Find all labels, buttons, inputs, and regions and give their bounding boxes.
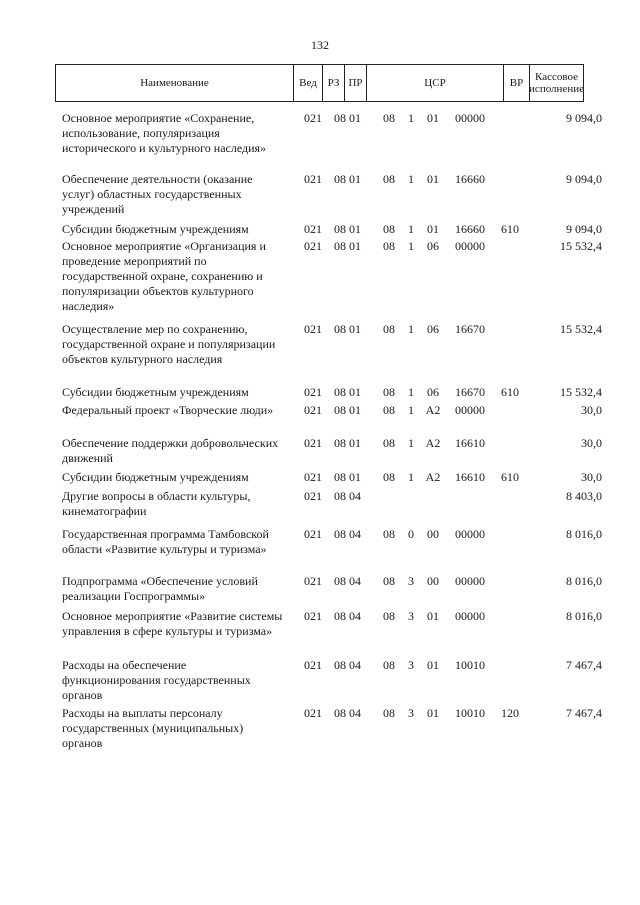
row-pr: 01 (349, 470, 361, 484)
row-pr: 01 (349, 111, 361, 125)
table-row (0, 574, 640, 604)
row-rz: 08 (334, 111, 346, 125)
row-sum: 8 016,0 (566, 609, 602, 623)
row-csr-subprogram: 1 (408, 322, 414, 336)
table-row (0, 470, 640, 485)
row-pr: 01 (349, 403, 361, 417)
row-name: Субсидии бюджетным учреждениям (62, 470, 249, 484)
row-csr-subprogram: 3 (408, 706, 414, 720)
header-rz: РЗ (323, 65, 345, 101)
table-header (55, 64, 584, 102)
row-csr-event: А2 (425, 436, 441, 450)
row-sum: 8 016,0 (566, 527, 602, 541)
row-csr-direction: 00000 (455, 574, 485, 588)
row-ved: 021 (304, 403, 322, 417)
row-csr-direction: 16670 (455, 322, 485, 336)
row-sum: 8 016,0 (566, 574, 602, 588)
row-pr: 04 (349, 574, 361, 588)
row-csr-subprogram: 1 (408, 222, 414, 236)
row-pr: 04 (349, 609, 361, 623)
row-csr-direction: 10010 (455, 706, 485, 720)
row-csr-direction: 00000 (455, 111, 485, 125)
row-rz: 08 (334, 322, 346, 336)
row-csr-event: 01 (427, 222, 439, 236)
row-csr-subprogram: 3 (408, 609, 414, 623)
row-csr-event: 06 (427, 322, 439, 336)
row-pr: 04 (349, 658, 361, 672)
row-vr: 610 (501, 470, 519, 484)
row-name: Обеспечение деятельности (оказание услуг) областных государственных учреждений (62, 172, 253, 216)
row-rz: 08 (334, 489, 346, 503)
row-name: Расходы на обеспечение функционирования государственных органов (62, 658, 251, 702)
row-sum: 15 532,4 (560, 385, 602, 399)
row-ved: 021 (304, 527, 322, 541)
row-csr-event: А2 (425, 403, 441, 417)
row-csr-direction: 00000 (455, 609, 485, 623)
table-row (0, 527, 640, 572)
row-pr: 01 (349, 385, 361, 399)
row-csr-direction: 16610 (455, 436, 485, 450)
row-vr: 120 (501, 706, 519, 720)
row-csr-subprogram: 0 (408, 527, 414, 541)
row-name: Обеспечение поддержки добровольческих движений (62, 436, 279, 465)
row-rz: 08 (334, 222, 346, 236)
row-csr-program: 08 (383, 470, 395, 484)
row-csr-subprogram: 1 (408, 385, 414, 399)
row-csr-subprogram: 1 (408, 172, 414, 186)
table-row (0, 706, 640, 751)
row-csr-program: 08 (383, 609, 395, 623)
table-row (0, 111, 640, 171)
row-sum: 15 532,4 (560, 239, 602, 253)
header-csr: ЦСР (367, 65, 504, 101)
row-csr-program: 08 (383, 111, 395, 125)
row-csr-event: 06 (427, 385, 439, 399)
row-csr-program: 08 (383, 436, 395, 450)
table-row (0, 609, 640, 654)
row-ved: 021 (304, 222, 322, 236)
row-rz: 08 (334, 609, 346, 623)
row-sum: 9 094,0 (566, 222, 602, 236)
row-csr-program: 08 (383, 385, 395, 399)
row-ved: 021 (304, 436, 322, 450)
row-csr-event: 06 (427, 239, 439, 253)
row-csr-subprogram: 1 (408, 470, 414, 484)
row-csr-program: 08 (383, 574, 395, 588)
row-csr-program: 08 (383, 322, 395, 336)
table-row (0, 239, 640, 314)
row-csr-program: 08 (383, 658, 395, 672)
row-sum: 30,0 (581, 436, 602, 450)
row-csr-direction: 00000 (455, 239, 485, 253)
row-name: Субсидии бюджетным учреждениям (62, 385, 249, 399)
row-ved: 021 (304, 706, 322, 720)
row-rz: 08 (334, 706, 346, 720)
header-name: Наименование (56, 65, 294, 101)
row-csr-direction: 16610 (455, 470, 485, 484)
row-csr-event: 00 (427, 574, 439, 588)
table-row (0, 436, 640, 466)
table-row (0, 322, 640, 382)
row-csr-event: 01 (427, 658, 439, 672)
row-csr-program: 08 (383, 222, 395, 236)
row-rz: 08 (334, 527, 346, 541)
row-ved: 021 (304, 658, 322, 672)
row-csr-subprogram: 1 (408, 111, 414, 125)
row-csr-event: 01 (427, 172, 439, 186)
row-csr-program: 08 (383, 239, 395, 253)
page-number: 132 (311, 38, 329, 52)
table-row (0, 222, 640, 237)
row-csr-subprogram: 1 (408, 239, 414, 253)
row-name: Государственная программа Тамбовской области «Развитие культуры и туризма» (62, 527, 269, 556)
row-csr-subprogram: 3 (408, 658, 414, 672)
row-ved: 021 (304, 609, 322, 623)
row-rz: 08 (334, 172, 346, 186)
row-name: Основное мероприятие «Развитие системы управления в сфере культуры и туризма» (62, 609, 283, 638)
row-csr-direction: 00000 (455, 403, 485, 417)
row-csr-event: А2 (425, 470, 441, 484)
row-sum: 7 467,4 (566, 706, 602, 720)
row-vr: 610 (501, 222, 519, 236)
row-csr-direction: 16660 (455, 172, 485, 186)
header-pr: ПР (345, 65, 367, 101)
header-sum: Кассовое исполнение (529, 71, 584, 95)
row-csr-program: 08 (383, 403, 395, 417)
row-pr: 04 (349, 489, 361, 503)
row-sum: 30,0 (581, 470, 602, 484)
row-csr-program: 08 (383, 527, 395, 541)
row-ved: 021 (304, 385, 322, 399)
row-ved: 021 (304, 322, 322, 336)
row-sum: 9 094,0 (566, 111, 602, 125)
row-sum: 30,0 (581, 403, 602, 417)
row-csr-subprogram: 1 (408, 403, 414, 417)
row-sum: 15 532,4 (560, 322, 602, 336)
header-ved: Вед (294, 65, 323, 101)
row-pr: 01 (349, 322, 361, 336)
table-row (0, 385, 640, 400)
row-ved: 021 (304, 470, 322, 484)
row-sum: 9 094,0 (566, 172, 602, 186)
row-csr-direction: 16670 (455, 385, 485, 399)
table-row (0, 489, 640, 519)
row-csr-direction: 10010 (455, 658, 485, 672)
row-ved: 021 (304, 111, 322, 125)
row-csr-event: 00 (427, 527, 439, 541)
row-rz: 08 (334, 403, 346, 417)
row-ved: 021 (304, 574, 322, 588)
row-name: Основное мероприятие «Организация и проведение мероприятий по государственной охране, сохранению и популяризации объектов культурного наследия» (62, 239, 266, 313)
row-pr: 01 (349, 222, 361, 236)
row-csr-subprogram: 1 (408, 436, 414, 450)
row-csr-direction: 16660 (455, 222, 485, 236)
row-pr: 01 (349, 172, 361, 186)
row-name: Подпрограмма «Обеспечение условий реализации Госпрограммы» (62, 574, 258, 603)
row-ved: 021 (304, 239, 322, 253)
table-row (0, 658, 640, 703)
row-pr: 04 (349, 706, 361, 720)
row-ved: 021 (304, 172, 322, 186)
row-csr-event: 01 (427, 609, 439, 623)
row-name: Субсидии бюджетным учреждениям (62, 222, 249, 236)
row-pr: 01 (349, 436, 361, 450)
row-sum: 8 403,0 (566, 489, 602, 503)
row-vr: 610 (501, 385, 519, 399)
row-csr-direction: 00000 (455, 527, 485, 541)
row-ved: 021 (304, 489, 322, 503)
row-csr-subprogram: 3 (408, 574, 414, 588)
row-rz: 08 (334, 239, 346, 253)
row-rz: 08 (334, 385, 346, 399)
row-name: Расходы на выплаты персоналу государственных (муниципальных) органов (62, 706, 244, 750)
row-name: Федеральный проект «Творческие люди» (62, 403, 274, 417)
row-name: Осуществление мер по сохранению, государственной охране и популяризации объектов культурного наследия (62, 322, 276, 366)
table-row (0, 172, 640, 217)
row-csr-event: 01 (427, 111, 439, 125)
row-pr: 01 (349, 239, 361, 253)
row-csr-program: 08 (383, 172, 395, 186)
header-vr: ВР (504, 65, 530, 101)
row-name: Другие вопросы в области культуры, кинематографии (62, 489, 251, 518)
row-rz: 08 (334, 574, 346, 588)
row-name: Основное мероприятие «Сохранение, использование, популяризация исторического и культурного наследия» (62, 111, 267, 155)
row-rz: 08 (334, 436, 346, 450)
row-pr: 04 (349, 527, 361, 541)
row-rz: 08 (334, 658, 346, 672)
row-csr-program: 08 (383, 706, 395, 720)
table-row (0, 403, 640, 433)
row-sum: 7 467,4 (566, 658, 602, 672)
row-csr-event: 01 (427, 706, 439, 720)
row-rz: 08 (334, 470, 346, 484)
